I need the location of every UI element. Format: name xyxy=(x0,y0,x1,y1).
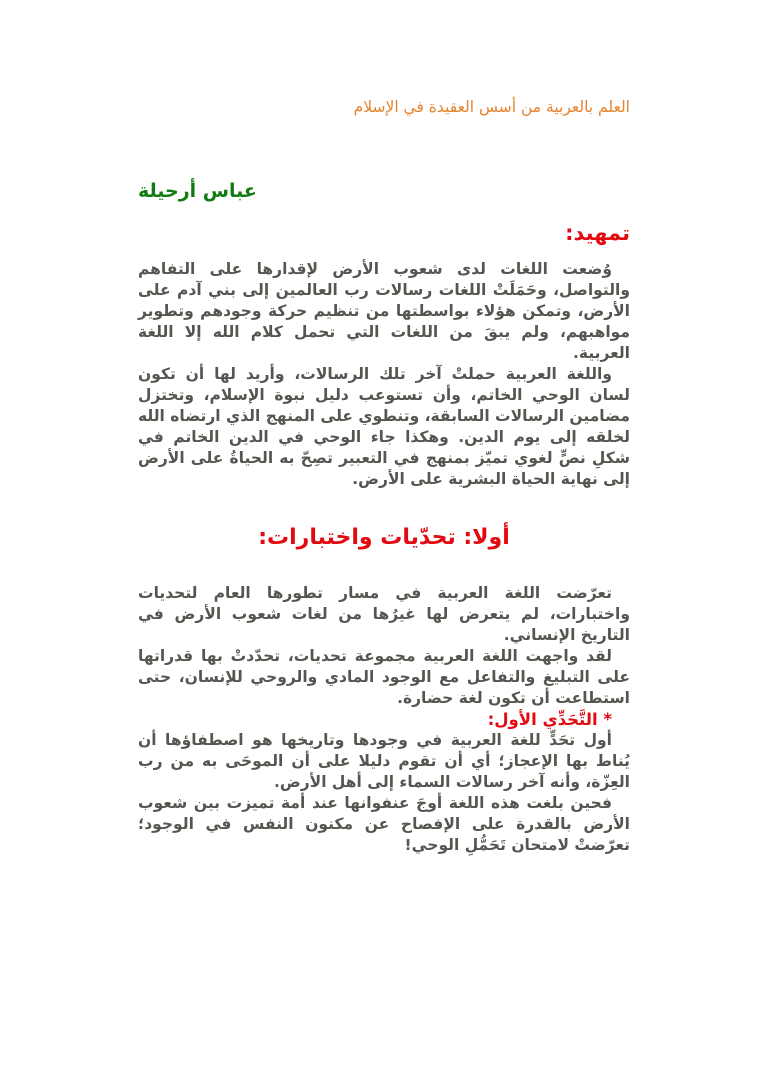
section-1-heading: أولا: تحدّيات واختبارات: xyxy=(258,525,510,551)
challenge-1-heading: * التَّحَدِّي الأول: xyxy=(487,709,612,729)
paragraph-5: أول تحَدٍّ للغة العربية في وجودها وتاريخها هو اصطفاؤها أن يُناط بها الإعجاز؛ أي أن تقوم دليلا على أن الموحَى به من رب العِزّة، وأنه آخر رسالات السماء إلى أهل الأرض. xyxy=(138,730,630,791)
document-content xyxy=(138,0,630,856)
preface-heading: تمهيد: xyxy=(565,220,630,245)
paragraph-2: واللغة العربية حملتْ آخر تلك الرسالات، وأريد لها أن تكون لسان الوحي الخاتم، وأن تستوعب دليل نبوة الإسلام، وتختزل مضامين الرسالات السابقة، وتنطوي على المنهج الذي ارتضاه الله لخلقه إلى يوم الدين. وهكذا جاء الوحي في الدين الخاتم في شكلِ نصٍّ لغوي تميّز بمنهج في التعبير تصِحّ به الحياةُ على الأرض إلى نهاية الحياة البشرية على الأرض. xyxy=(138,365,630,489)
document-title: العلم بالعربية من أسس العقيدة في الإسلام xyxy=(353,98,630,116)
paragraph-4: لقد واجهت اللغة العربية مجموعة تحديات، تحدّدتْ بها قدراتها على التبليغ والتفاعل مع الوجود المادي والروحي للإنسان، حتى استطاعت أن تكون لغة حضارة. xyxy=(138,646,630,707)
paragraph-1: وُضعت اللغات لدى شعوب الأرض لإقدارها على التفاهم والتواصل، وحَمَلَتْ اللغات رسالات رب العالمين إلى بني آدم على الأرض، وتمكن هؤلاء بواسطتها من تنظيم حركة وجودهم وتطوير مواهبهم، ولم يبقَ من اللغات التي تحمل كلام الله إلا اللغة العربية. xyxy=(138,260,630,363)
author-name: عباس أرحيلة xyxy=(138,180,257,203)
paragraph-6: فحين بلغت هذه اللغة أوجَ عنفوانها عند أمة تميزت بين شعوب الأرض بالقدرة على الإفصاح عن مكنون النفس في الوجود؛ تعرّضتْ لامتحان تَحَمُّلِ الوحي! xyxy=(138,793,630,854)
paragraph-3: تعرّضت اللغة العربية في مسار تطورها العام لتحديات واختبارات، لم يتعرض لها غيرُها من لغات شعوب الأرض في التاريخ الإنساني. xyxy=(138,583,630,644)
